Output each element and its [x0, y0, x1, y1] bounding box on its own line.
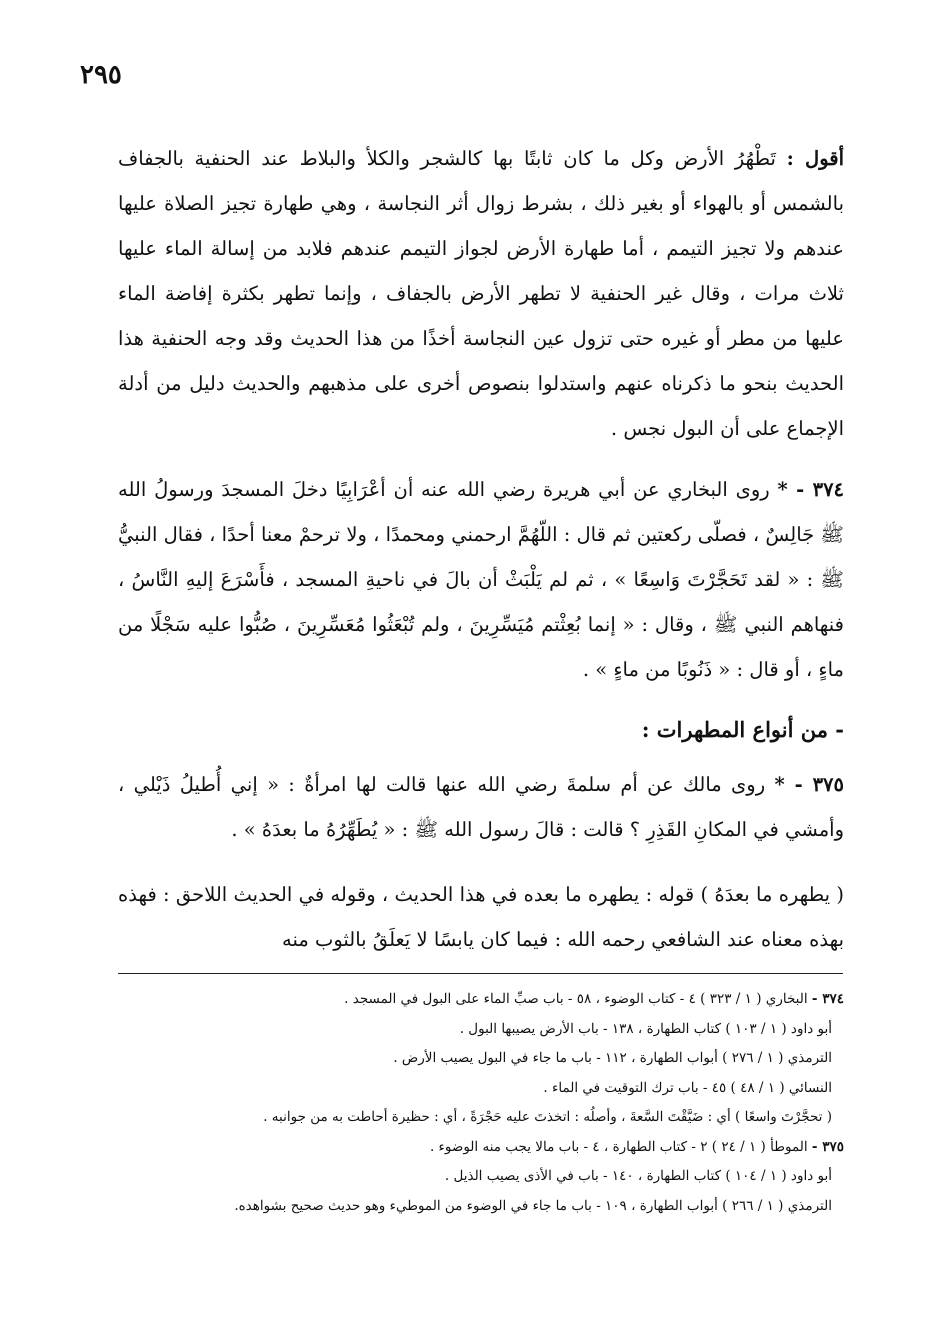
main-text	[118, 136, 844, 982]
hadith-text: روى مالك عن أم سلمةَ رضي الله عنها قالت لها امرأةٌ : « إني أُطيلُ ذَيْلي ، وأمشي في المكانِ القَذِرِ ؟ قالت : قالَ رسول الله ﷺ : « يُطَهِّرُهُ ما بعدَهُ » .	[118, 773, 844, 841]
footnote-line	[100, 1103, 844, 1133]
footnote-line	[100, 1044, 844, 1074]
hadith-text: روى البخاري عن أبي هريرة رضي الله عنه أن أعْرَابِيًا دخلَ المسجدَ ورسولُ الله ﷺ جَالِسٌ ، فصلّى ركعتين ثم قال : اللّهُمَّ ارحمني ومحمدًا ، ولا ترحمْ معنا أحدًا ، فقال النبيُّ ﷺ : « لقد تَحَجَّرْتَ وَاسِعًا » ، ثم لم يَلْبَثْ أن بالَ في ناحيةِ المسجد ، فأَسْرَعَ إليهِ النَّاسُ ، فنهاهم النبي ﷺ ، وقال : « إنما بُعِثْتم مُيَسِّرِينَ ، ولم تُبْعَثُوا مُعَسِّرِينَ ، صُبُّوا عليه سَجْلًا من ماءٍ ، أو قال : « ذَنُوبًا من ماءٍ » .	[118, 478, 844, 681]
footnote-text: البخاري ( ١ / ٣٢٣ ) ٤ - كتاب الوضوء ، ٥٨ - باب صبِّ الماء على البول في المسجد .	[344, 991, 808, 1007]
footnote-line	[100, 1015, 844, 1045]
page-number: ٢٩٥	[80, 60, 122, 90]
footnote-text: الموطأ ( ١ / ٢٤ ) ٢ - كتاب الطهارة ، ٤ - باب مالا يجب منه الوضوء .	[429, 1138, 808, 1155]
commentary-text: تَطْهُرُ الأرض وكل ما كان ثابتًا بها كالشجر والكلأ والبلاط عند الحنفية بالجفاف بالشمس أو بالهواء أو بغير ذلك ، بشرط زوال أثر النجاسة ، وهي طهارة تجيز الصلاة عليها عندهم ولا تجيز التيمم ، أما طهارة الأرض لجواز التيمم عندهم فلابد من إسالة الماء عليها ثلاث مرات ، وقال غير الحنفية لا تطهر الأرض بالجفاف ، وإنما تطهر بكثرة إفاضة الماء عليها من مطر أو غيره حتى تزول عين النجاسة أخذًا من هذا الحديث وقد وجه الحنفية هذا الحديث بنحو ما ذكرناه عنهم واستدلوا بنصوص أخرى على مذهبهم والحديث دليل من أدلة الإجماع على أن البول نجس .	[118, 147, 844, 440]
footnotes	[100, 985, 844, 1221]
footnote-line	[100, 985, 844, 1015]
footnote-text: النسائي ( ١ / ٤٨ ) ٤٥ - باب ترك التوقيت في الماء .	[543, 1079, 832, 1096]
hadith-375	[118, 762, 844, 852]
footnote-text: أبو داود ( ١ / ١٠٤ ) كتاب الطهارة ، ١٤٠ - باب في الأذى يصيب الذيل .	[444, 1168, 832, 1184]
commentary-paragraph	[118, 136, 844, 451]
footnote-text: أبو داود ( ١ / ١٠٣ ) كتاب الطهارة ، ١٣٨ - باب الأرض يصيبها البول .	[459, 1020, 832, 1037]
footnote-text: الترمذي ( ١ / ٢٧٦ ) أبواب الطهارة ، ١١٢ - باب ما جاء في البول يصيب الأرض .	[393, 1050, 832, 1066]
footnote-line	[100, 1192, 844, 1222]
explanation-paragraph: ( يطهره ما بعدَهُ ) قوله : يطهره ما بعده في هذا الحديث ، وقوله في الحديث اللاحق : فهذه بهذه معناه عند الشافعي رحمه الله : فيما كان يابسًا لا يَعلَقُ بالثوب منه	[118, 883, 844, 951]
footnote-text: ( تحجَّرْتَ واسعًا ) أي : ضَيَّقْتَ السَّعةَ ، وأصلُه : اتخذتَ عليه حَجْرَةً ، أي : حظيرة أحاطت به من جوانبه .	[263, 1109, 832, 1125]
hadith-number: ٣٧٤ - *	[777, 478, 845, 501]
footnote-line	[100, 1133, 844, 1163]
commentary-lead: أقول :	[786, 147, 845, 170]
hadith-number: ٣٧٥ - *	[774, 773, 844, 796]
section-heading: - من أنواع المطهرات :	[641, 717, 844, 742]
footnote-line	[100, 1074, 844, 1104]
hadith-374	[118, 467, 844, 692]
footnote-divider	[118, 973, 843, 974]
footnote-number: ٣٧٤ -	[811, 991, 844, 1007]
footnote-number: ٣٧٥ -	[811, 1138, 844, 1155]
footnote-line	[100, 1162, 844, 1192]
footnote-text: الترمذي ( ١ / ٢٦٦ ) أبواب الطهارة ، ١٠٩ - باب ما جاء في الوضوء من الموطيء وهو حديث صحيح بشواهده.	[234, 1197, 832, 1214]
